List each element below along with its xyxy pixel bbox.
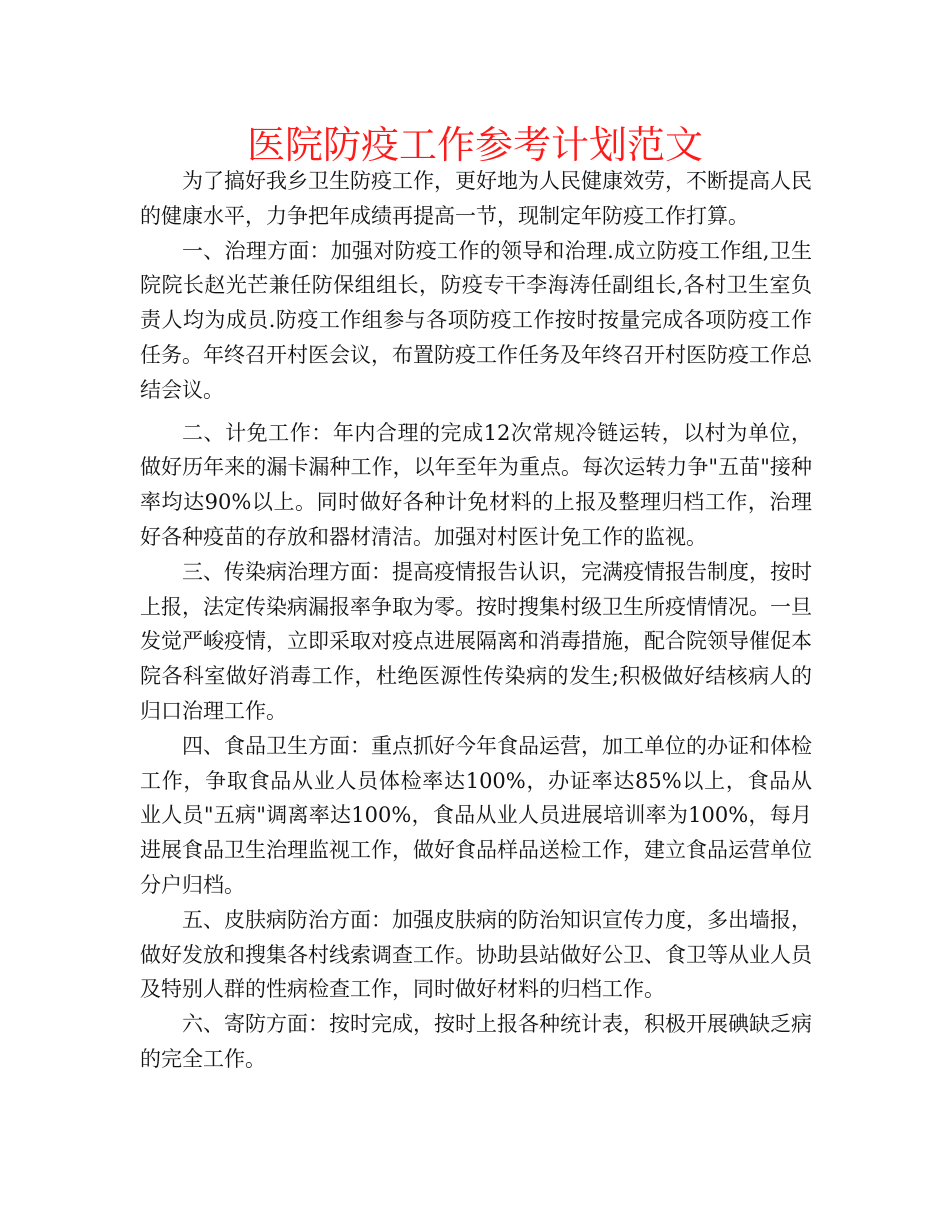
paragraph-intro: 为了搞好我乡卫生防疫工作，更好地为人民健康效劳，不断提高人民的健康水平，力争把年成绩再提高一节，现制定年防疫工作打算。 bbox=[140, 169, 812, 228]
paragraph-food-hygiene: 四、食品卫生方面：重点抓好今年食品运营，加工单位的办证和体检工作，争取食品从业人员体检率达100%，办证率达85%以上，食品从业人员"五病"调离率达100%，食品从业人员进展培训率为100%，每月进展食品卫生治理监视工作，做好食品样品送检工作，建立食品运营单位分户归档。 bbox=[140, 733, 812, 897]
paragraph-parasite-prevention: 六、寄防方面：按时完成，按时上报各种统计表，积极开展碘缺乏病的完全工作。 bbox=[140, 1012, 812, 1071]
document-title: 医院防疫工作参考计划范文 bbox=[246, 123, 703, 167]
paragraph-skin-disease: 五、皮肤病防治方面：加强皮肤病的防治知识宣传力度，多出墙报，做好发放和搜集各村线索调查工作。协助县站做好公卫、食卫等从业人员及特别人群的性病检查工作，同时做好材料的归档工作。 bbox=[140, 907, 812, 1002]
paragraph-infectious-disease: 三、传染病治理方面：提高疫情报告认识，完满疫情报告制度，按时上报，法定传染病漏报率争取为零。按时搜集村级卫生所疫情情况。一旦发觉严峻疫情，立即采取对疫点进展隔离和消毒措施，配合院领导催促本院各科室做好消毒工作，杜绝医源性传染病的发生;积极做好结核病人的归口治理工作。 bbox=[140, 559, 812, 723]
document-body bbox=[140, 164, 812, 1077]
paragraph-immunization: 二、计免工作：年内合理的完成12次常规冷链运转，以村为单位，做好历年来的漏卡漏种工作，以年至年为重点。每次运转力争"五苗"接种率均达90%以上。同时做好各种计免材料的上报及整理归档工作，治理好各种疫苗的存放和器材清洁。加强对村医计免工作的监视。 bbox=[140, 420, 812, 549]
paragraph-management: 一、治理方面：加强对防疫工作的领导和治理.成立防疫工作组,卫生院院长赵光芒兼任防保组组长，防疫专干李海涛任副组长,各村卫生室负责人均为成员.防疫工作组参与各项防疫工作按时按量完成各项防疫工作任务。年终召开村医会议，布置防疫工作任务及年终召开村医防疫工作总结会议。 bbox=[140, 238, 812, 402]
